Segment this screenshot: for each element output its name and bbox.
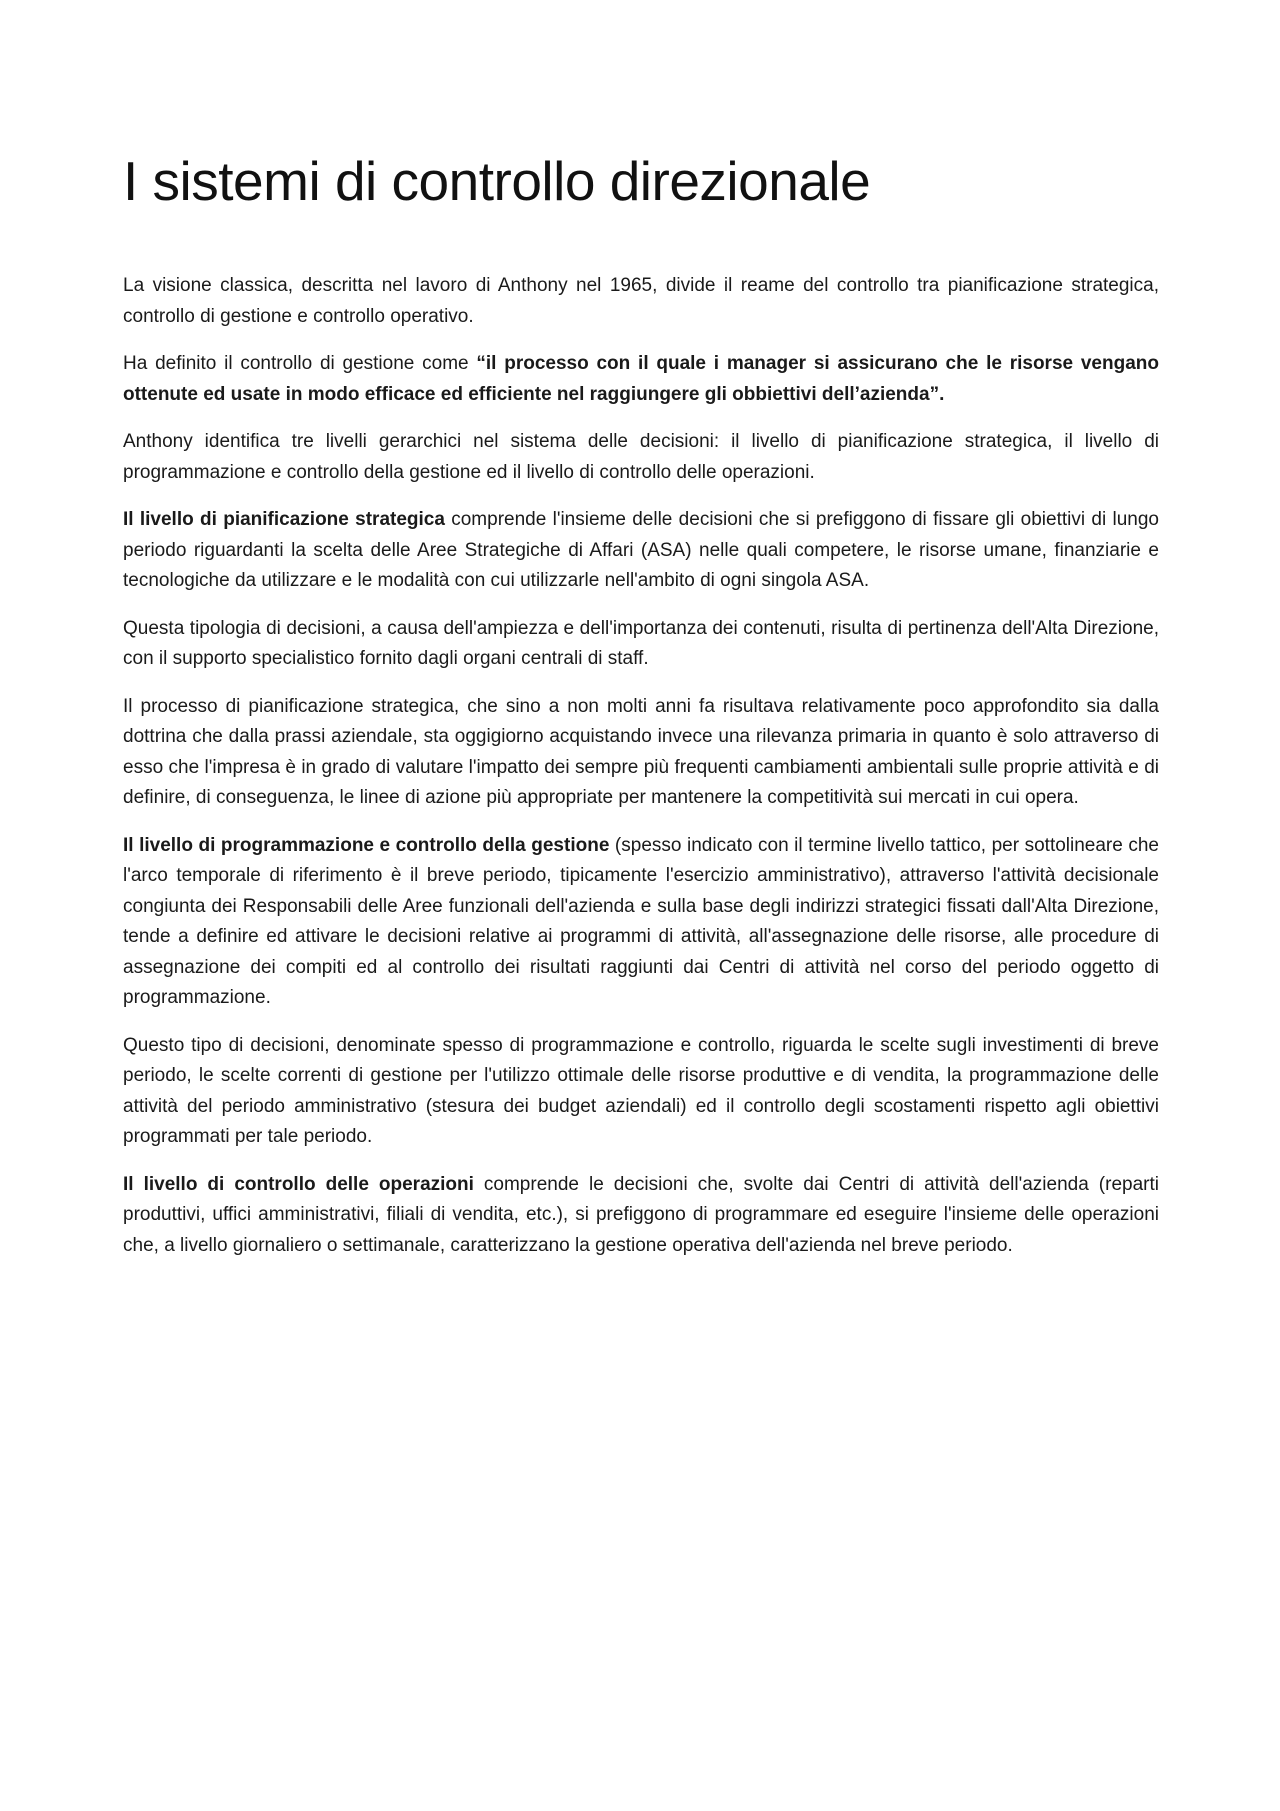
paragraph-9 (123, 1170, 1159, 1262)
paragraph-4 (123, 505, 1159, 597)
definition-quote: “il processo con il quale i manager si assicurano che le risorse vengano ottenute ed usate in modo efficace ed efficiente nel raggiungere gli obbiettivi dell’azienda”. (123, 353, 1159, 405)
paragraph-lead: Il livello di programmazione e controllo della gestione (123, 834, 610, 856)
paragraph-text: comprende l'insieme delle decisioni che si prefiggono di fissare gli obiettivi di lungo periodo riguardanti la scelta delle Aree Strategiche di Affari (ASA) nelle quali competere, le risorse umane, finanziarie e tecnologiche da utilizzare e le modalità con cui utilizzarle nell'ambito di ogni singola ASA. (123, 509, 1159, 592)
document-page (123, 150, 1159, 1278)
paragraph-text: Ha definito il controllo di gestione come (123, 353, 477, 375)
paragraph-lead: Il livello di controllo delle operazioni (123, 1173, 474, 1195)
paragraph-2 (123, 349, 1159, 410)
paragraph-6 (123, 692, 1159, 814)
paragraph-lead: Il livello di pianificazione strategica (123, 509, 445, 531)
paragraph-1 (123, 271, 1159, 332)
paragraph-text: La visione classica, descritta nel lavoro di Anthony nel 1965, divide il reame del controllo tra pianificazione strategica, controllo di gestione e controllo operativo. (123, 275, 1159, 327)
paragraph-text: Questa tipologia di decisioni, a causa dell'ampiezza e dell'importanza dei contenuti, risulta di pertinenza dell'Alta Direzione, con il supporto specialistico fornito dagli organi centrali di staff. (123, 617, 1159, 670)
paragraph-text: Questo tipo di decisioni, denominate spesso di programmazione e controllo, riguarda le scelte sugli investimenti di breve periodo, le scelte correnti di gestione per l'utilizzo ottimale delle risorse produttive e di vendita, la programmazione delle attività del periodo amministrativo (stesura dei budget aziendali) ed il controllo degli scostamenti rispetto agli obiettivi programmati per tale periodo. (123, 1034, 1159, 1148)
paragraph-text: Il processo di pianificazione strategica, che sino a non molti anni fa risultava relativamente poco approfondito sia dalla dottrina che dalla prassi aziendale, sta oggigiorno acquistando invece una rilevanza primaria in quanto è solo attraverso di esso che l'impresa è in grado di valutare l'impatto dei sempre più frequenti cambiamenti ambientali sulle proprie attività e di definire, di conseguenza, le linee di azione più appropriate per mantenere la competitività sui mercati in cui opera. (123, 695, 1159, 809)
paragraph-8 (123, 1031, 1159, 1153)
paragraph-7 (123, 831, 1159, 1014)
paragraph-3 (123, 427, 1159, 488)
paragraph-text: (spesso indicato con il termine livello tattico, per sottolineare che l'arco temporale di riferimento è il breve periodo, tipicamente l'esercizio amministrativo), attraverso l'attività decisionale congiunta dei Responsabili delle Aree funzionali dell'azienda e sulla base degli indirizzi strategici fissati dall'Alta Direzione, tende a definire ed attivare le decisioni relative ai programmi di attività, all'assegnazione delle risorse, alle procedure di assegnazione dei compiti ed al controllo dei risultati raggiunti dai Centri di attività nel corso del periodo oggetto di programmazione. (123, 834, 1159, 1009)
document-title: I sistemi di controllo direzionale (123, 150, 871, 212)
paragraph-5 (123, 614, 1159, 675)
paragraph-text: comprende le decisioni che, svolte dai Centri di attività dell'azienda (reparti produttivi, uffici amministrativi, filiali di vendita, etc.), si prefiggono di programmare ed eseguire l'insieme delle operazioni che, a livello giornaliero o settimanale, caratterizzano la gestione operativa dell'azienda nel breve periodo. (123, 1173, 1159, 1256)
paragraph-text: Anthony identifica tre livelli gerarchici nel sistema delle decisioni: il livello di pianificazione strategica, il livello di programmazione e controllo della gestione ed il livello di controllo delle operazioni. (123, 431, 1159, 483)
